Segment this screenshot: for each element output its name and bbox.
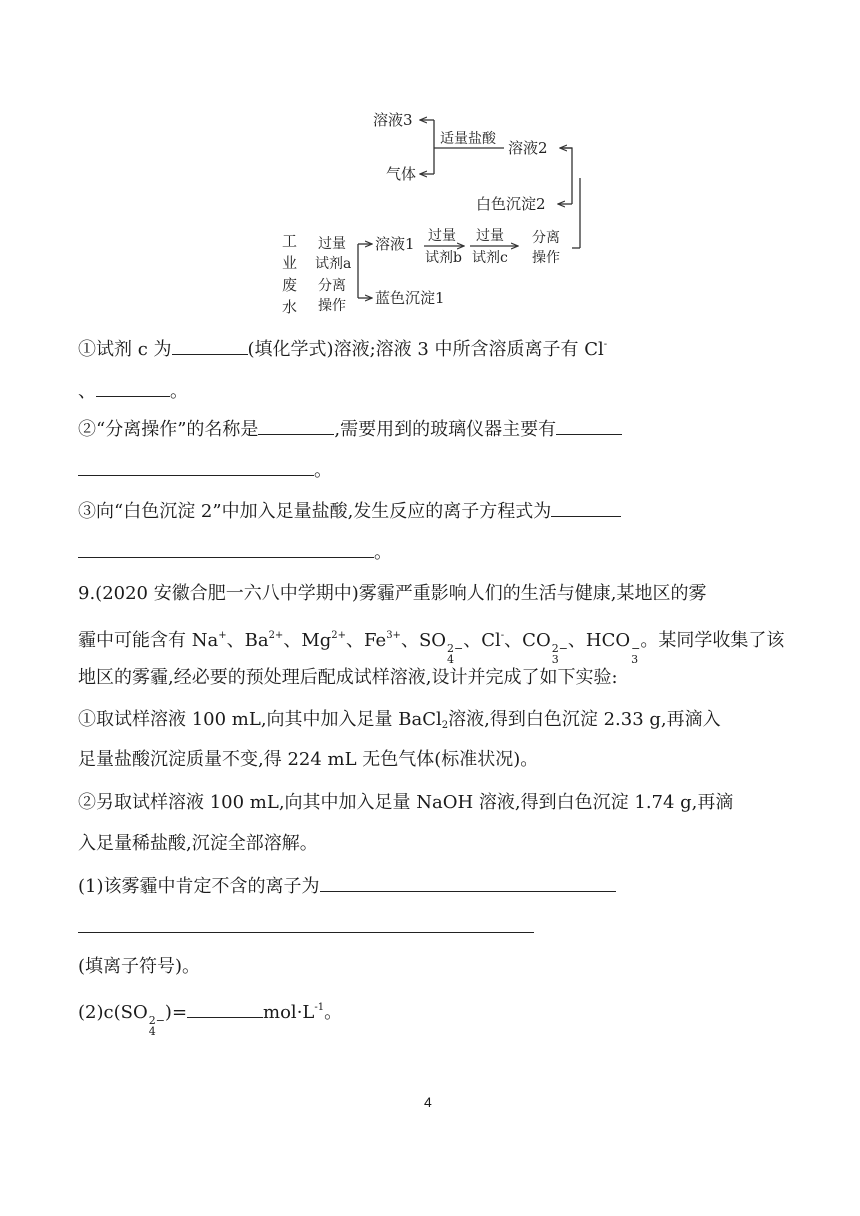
mg-charge: 2+	[331, 630, 347, 641]
ion-so4: SO	[418, 630, 447, 651]
hco3-sub: 3	[631, 653, 639, 666]
sep-4: 、	[400, 630, 419, 651]
sep-2: 、	[283, 630, 302, 651]
q2-text-b: ,需要用到的玻璃仪器主要有	[334, 419, 557, 440]
page-number: 4	[424, 1094, 432, 1110]
step2-bottom-label: 试剂b	[425, 250, 462, 266]
exp2-text-2: 入足量稀盐酸,沉淀全部溶解。	[78, 833, 318, 854]
sub1-note: (填离子符号)。	[78, 956, 201, 977]
white-precipitate2-label: 白色沉淀2	[476, 195, 546, 213]
exp1-text-2: 足量盐酸沉淀质量不变,得 224 mL 无色气体(标准状况)。	[78, 749, 539, 770]
q1-text-a: ①试剂 c 为	[78, 339, 172, 360]
sub2-unit: mol·L	[263, 1002, 315, 1023]
experiment-2-line-2	[78, 832, 318, 856]
step4-top-label: 分离	[532, 230, 560, 246]
q3-text-a: ③向“白色沉淀 2”中加入足量盐酸,发生反应的离子方程式为	[78, 501, 552, 522]
co3-sub-sup	[552, 643, 568, 665]
q1-cl-charge: -	[603, 339, 608, 350]
acid-label: 适量盐酸	[440, 131, 496, 147]
problem9-intro-line-3	[78, 666, 618, 690]
waste-water-char-3: 废	[282, 276, 298, 294]
waste-water-char-4: 水	[282, 298, 298, 316]
experiment-1-line-1	[78, 708, 721, 738]
sub2-so4-sub-sup	[149, 1015, 165, 1037]
q3-end: 。	[374, 542, 392, 563]
answer-blank-concentration[interactable]	[187, 999, 263, 1018]
sub-question-1-line	[78, 873, 616, 899]
answer-blank-absent-ions-2[interactable]	[78, 932, 534, 933]
problem9-intro-line-2	[78, 624, 784, 665]
question-3-line-2	[78, 539, 392, 565]
step1-top-label: 过量	[318, 236, 346, 252]
sub2-unit-exp: -1	[314, 1002, 325, 1013]
step1-bottom-label: 试剂a	[315, 256, 352, 272]
co3-sub: 3	[551, 653, 559, 666]
exp2-text-1: ②另取试样溶液 100 mL,向其中加入足量 NaOH 溶液,得到白色沉淀 1.74 g,再滴	[78, 792, 734, 813]
sub2-so: SO	[120, 1002, 148, 1023]
so4-sub: 4	[447, 653, 455, 666]
exp1-text-b: 溶液,得到白色沉淀 2.33 g,再滴入	[448, 709, 721, 730]
step3-bottom-label: 试剂c	[472, 250, 508, 266]
experiment-2-line-1	[78, 791, 733, 815]
ba-charge: 2+	[268, 630, 284, 641]
question-1-line-1	[78, 333, 607, 362]
hco3-sub-sup	[631, 643, 640, 665]
answer-blank-reagent-c[interactable]	[172, 336, 248, 355]
fe-charge: 3+	[386, 630, 401, 641]
sep-6: 、	[504, 630, 523, 651]
answer-blank-equation-1[interactable]	[551, 498, 621, 517]
so4-charge: 2−	[447, 642, 464, 655]
sub-question-1-note	[78, 955, 200, 979]
q2-end: 。	[314, 460, 332, 481]
step1-sep-top-label: 分离	[318, 278, 346, 294]
hco3-charge: −	[631, 642, 641, 655]
na-charge: +	[218, 630, 227, 641]
sep-3: 、	[346, 630, 365, 651]
problem9-intro-2b: 。某同学收集了该	[640, 630, 785, 651]
sub2-text-b: )=	[164, 1002, 188, 1023]
problem9-intro-3: 地区的雾霾,经必要的预处理后配成试样溶液,设计并完成了如下实验:	[78, 667, 618, 688]
question-2-line-1	[78, 416, 622, 442]
ion-hco3: HCO	[585, 630, 631, 651]
step2-top-label: 过量	[428, 228, 456, 244]
answer-blank-ions[interactable]	[96, 378, 170, 397]
question-1-line-2	[78, 378, 188, 404]
answer-blank-glassware-1[interactable]	[556, 416, 622, 435]
waste-water-char-2: 业	[282, 254, 298, 272]
q2-text-a: ②“分离操作”的名称是	[78, 419, 259, 440]
question-2-line-2	[78, 457, 332, 483]
sub2-sub: 4	[148, 1025, 156, 1038]
solution3-label: 溶液3	[373, 111, 413, 129]
step3-top-label: 过量	[476, 228, 504, 244]
sep-1: 、	[226, 630, 245, 651]
problem9-intro-2a: 霾中可能含有 Na	[78, 630, 219, 651]
ion-ba: Ba	[244, 630, 269, 651]
answer-blank-glassware-2[interactable]	[78, 457, 314, 476]
process-flow-diagram	[0, 0, 860, 330]
sub2-text-a: (2)c(	[78, 1002, 121, 1023]
sep-5: 、	[463, 630, 482, 651]
experiment-1-line-2	[78, 748, 538, 772]
sub2-end: 。	[324, 1002, 343, 1023]
co3-charge: 2−	[551, 642, 568, 655]
blue-precipitate-label: 蓝色沉淀1	[375, 289, 445, 307]
solution2-label: 溶液2	[508, 139, 548, 157]
ion-cl: Cl	[481, 630, 501, 651]
ion-co3: CO	[522, 630, 551, 651]
exp1-text-a: ①取试样溶液 100 mL,向其中加入足量 BaCl	[78, 709, 442, 730]
answer-blank-equation-2[interactable]	[78, 539, 374, 558]
answer-blank-operation-name[interactable]	[258, 416, 334, 435]
sub-question-2-line	[78, 996, 342, 1037]
q1-end: 。	[170, 381, 188, 402]
connector-white-ppt-bracket	[560, 148, 572, 204]
answer-blank-absent-ions-1[interactable]	[320, 873, 616, 892]
sub1-text: (1)该雾霾中肯定不含的离子为	[78, 876, 320, 897]
so4-sub-sup	[447, 643, 463, 665]
q1-text-c: 、	[78, 381, 96, 402]
problem9-intro-1: 9.(2020 安徽合肥一六八中学期中)雾霾严重影响人们的生活与健康,某地区的雾	[78, 583, 707, 604]
problem9-intro-line-1	[78, 582, 706, 606]
sub2-charge: 2−	[148, 1014, 165, 1027]
ion-mg: Mg	[301, 630, 332, 651]
gas-label: 气体	[386, 165, 417, 183]
cl-charge: -	[500, 630, 505, 641]
bacl2-sub: 2	[441, 720, 449, 731]
q1-text-b: (填化学式)溶液;溶液 3 中所含溶质离子有 Cl	[247, 339, 604, 360]
waste-water-char-1: 工	[282, 232, 298, 250]
solution1-label: 溶液1	[375, 235, 415, 253]
sep-7: 、	[567, 630, 586, 651]
step4-bottom-label: 操作	[532, 250, 560, 266]
ion-fe: Fe	[364, 630, 387, 651]
step1-sep-bottom-label: 操作	[318, 298, 346, 314]
question-3-line-1	[78, 498, 621, 524]
